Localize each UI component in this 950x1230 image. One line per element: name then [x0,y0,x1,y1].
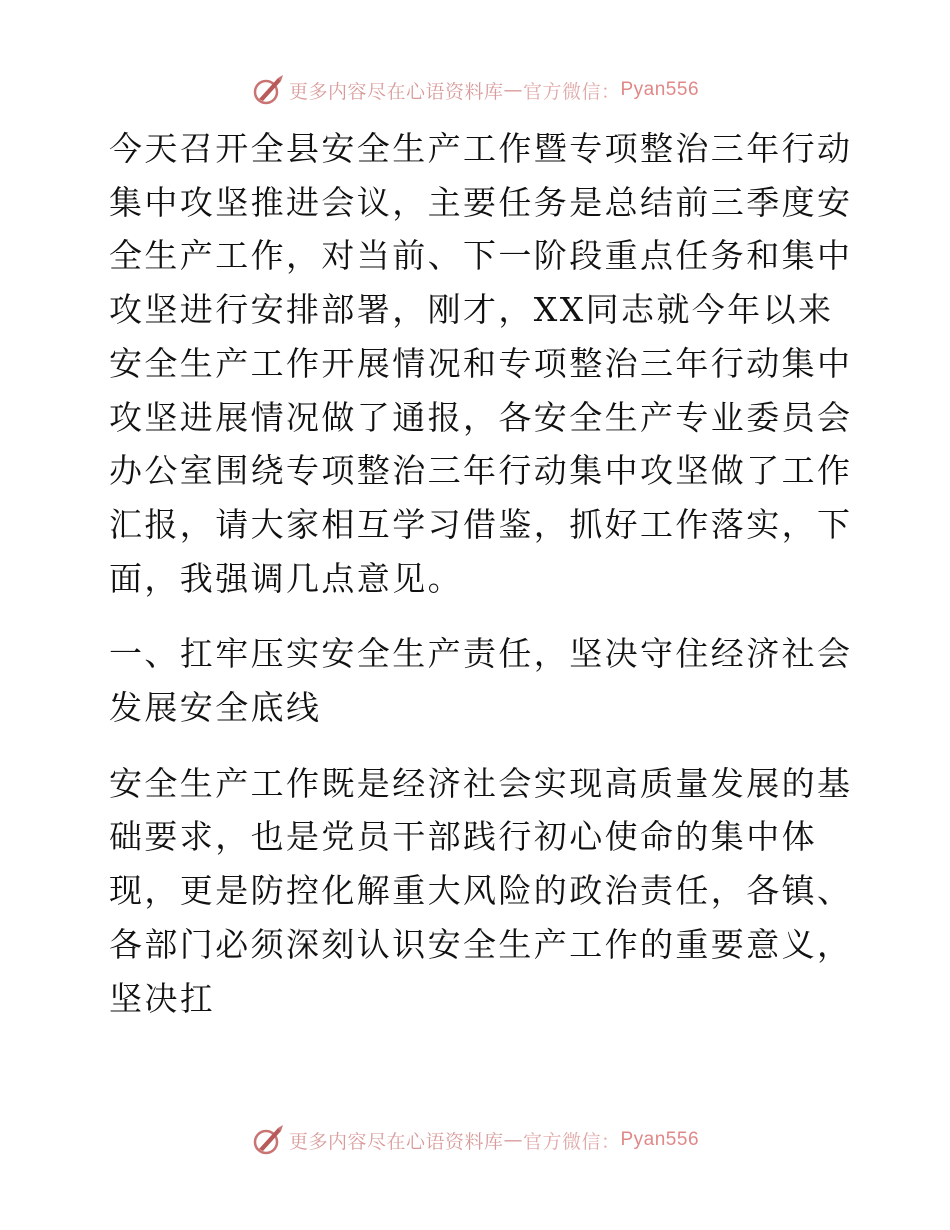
section-heading-1: 一、扛牢压实安全生产责任，坚决守住经济社会发展安全底线 [109,634,853,728]
banner-separator: — [503,79,523,101]
banner-wechat-id: Pyan556 [620,79,700,100]
footer-banner-text: 更多内容尽在心语资料库 [288,1130,504,1153]
banner-text: 更多内容尽在心语资料库 [288,80,504,103]
footer-banner-wechat-label: 官方微信： [522,1130,621,1153]
document-body [97,122,857,1025]
quill-pen-logo-icon [251,73,285,107]
paragraph-intro: 今天召开全县安全生产工作暨专项整治三年行动集中攻坚推进会议，主要任务是总结前三季度安全生产工作，对当前、下一阶段重点任务和集中攻坚进行安排部署，刚才，XX同志就今年以来安全生产工作开展情况和专项整治三年行动集中攻坚进展情况做了通报，各安全生产专业委员会办公室围绕专项整治三年行动集中攻坚做了工作汇报，请大家相互学习借鉴，抓好工作落实，下面，我强调几点意见。 [109,129,853,598]
footer-banner-wechat-id: Pyan556 [620,1129,700,1150]
quill-pen-logo-icon [251,1123,285,1157]
footer-banner-separator: — [503,1129,523,1151]
paragraph-section-1: 安全生产工作既是经济社会实现高质量发展的基础要求，也是党员干部践行初心使命的集中体现，更是防控化解重大风险的政治责任，各镇、各部门必须深刻认识安全生产工作的重要意义，坚决扛 [109,763,853,1018]
footer-banner [0,1120,950,1160]
banner-wechat-label: 官方微信： [522,80,621,103]
header-banner [0,70,950,110]
